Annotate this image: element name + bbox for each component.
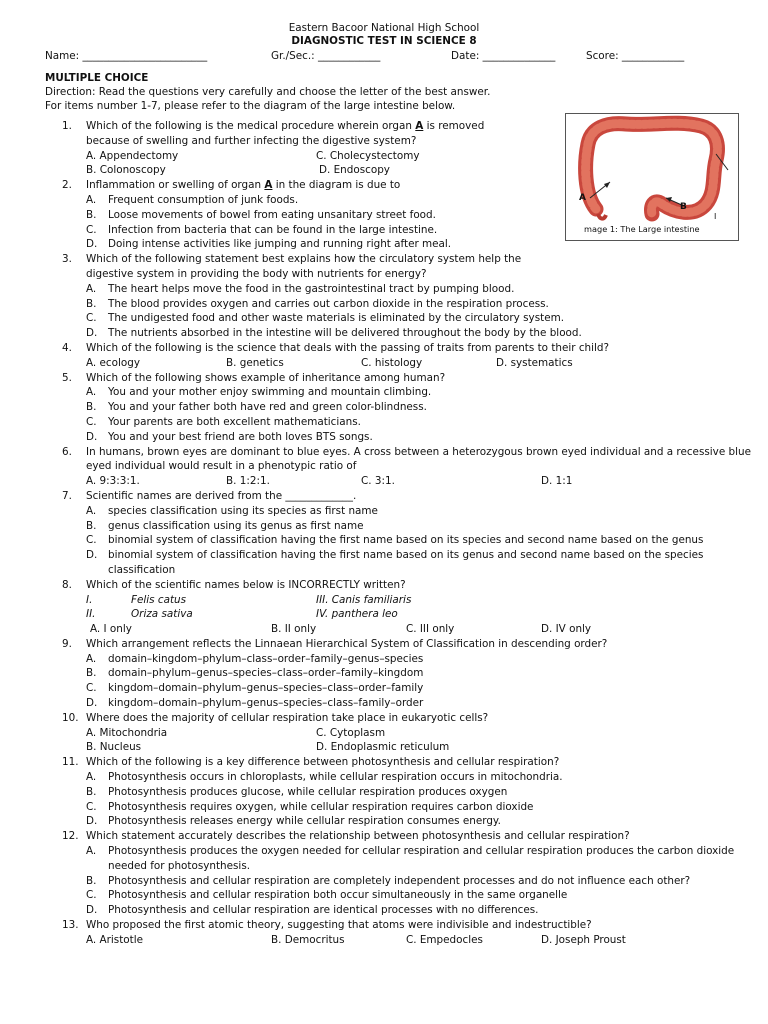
student-info-line xyxy=(45,50,725,64)
question-3-choices xyxy=(62,282,752,341)
choice-a: A. Appendectomy xyxy=(86,149,179,162)
item-name: IV. panthera leo xyxy=(316,608,398,621)
choice-letter: D. xyxy=(86,327,98,340)
choice xyxy=(86,785,752,800)
question-number: 5. xyxy=(62,371,72,384)
test-title: DIAGNOSTIC TEST IN SCIENCE 8 xyxy=(291,35,477,47)
choice xyxy=(86,666,752,681)
choice-c: C. Cytoplasm xyxy=(316,726,386,739)
question-number: 12. xyxy=(62,830,79,843)
choice-letter: A. xyxy=(86,771,97,784)
choice-d: D. IV only xyxy=(541,623,592,636)
question-text xyxy=(86,178,566,193)
section-field: Gr./Sec.: ____________ xyxy=(271,50,381,62)
choice-b: B. Nucleus xyxy=(86,741,142,754)
choice xyxy=(86,800,752,815)
question-text: Where does the majority of cellular respiration take place in eukaryotic cells? xyxy=(86,711,489,724)
choice-b: B. Colonoscopy xyxy=(86,164,166,177)
item-name: Oriza sativa xyxy=(131,608,193,621)
choice-d: D. Endoscopy xyxy=(319,164,390,177)
question-number: 11. xyxy=(62,756,79,769)
choice-text: Photosynthesis and cellular respiration are completely independent processes and do not influence each other? xyxy=(108,874,691,887)
choice xyxy=(86,282,752,297)
question-text: Which of the following is a key difference between photosynthesis and cellular respiration? xyxy=(86,756,560,769)
choice xyxy=(86,888,752,903)
choice xyxy=(86,400,752,415)
choice-text: Your parents are both excellent mathematicians. xyxy=(108,415,361,428)
choice xyxy=(86,504,752,519)
choice-letter: C. xyxy=(86,312,97,325)
choice-text: You and your father both have red and green color-blindness. xyxy=(108,401,427,414)
choice-b: B. genetics xyxy=(226,356,284,369)
choice xyxy=(86,903,752,918)
choice-letter: A. xyxy=(86,504,97,517)
choice-letter: D. xyxy=(86,238,98,251)
item-name: III. Canis familiaris xyxy=(316,593,412,606)
choice-text: binomial system of classification having the first name based on its genus and second name based on the species classification xyxy=(108,549,704,576)
question-text: Which statement accurately describes the relationship between photosynthesis and cellular respiration? xyxy=(86,830,630,843)
choice-letter: B. xyxy=(86,519,97,532)
question-number: 7. xyxy=(62,489,72,502)
choice-text: The undigested food and other waste materials is eliminated by the circulatory system. xyxy=(108,312,565,325)
choice-text: Photosynthesis releases energy while cellular respiration consumes energy. xyxy=(108,815,501,828)
choice xyxy=(86,430,752,445)
choice-text: The heart helps move the food in the gastrointestinal tract by pumping blood. xyxy=(108,282,515,295)
choice-letter: A. xyxy=(86,282,97,295)
question-number: 13. xyxy=(62,919,79,932)
question-9 xyxy=(62,637,752,711)
choice-row xyxy=(86,474,752,489)
choice xyxy=(86,844,752,874)
question-text-part: is removed because of swelling and further infecting the digestive system? xyxy=(86,120,485,147)
direction-line: For items number 1-7, please refer to the diagram of the large intestine below. xyxy=(45,99,456,112)
question-number: 8. xyxy=(62,578,72,591)
question-text: In humans, brown eyes are dominant to blue eyes. A cross between a heterozygous brown eyed individual and a recessive blue eyed individual would result in a phenotypic ratio of xyxy=(86,445,751,473)
choice-text: Frequent consumption of junk foods. xyxy=(108,193,299,206)
choice xyxy=(86,237,566,252)
choice-letter: D. xyxy=(86,904,98,917)
organ-b-label: B xyxy=(680,202,687,212)
organ-reference: A xyxy=(415,120,424,132)
choice-a: A. Aristotle xyxy=(86,933,143,946)
choice-text: Doing intense activities like jumping and running right after meal. xyxy=(108,238,452,251)
question-8 xyxy=(62,578,752,637)
choice-text: You and your best friend are both loves BTS songs. xyxy=(108,430,373,443)
item-roman: II. xyxy=(86,608,96,621)
choice-text: The blood provides oxygen and carries out carbon dioxide in the respiration process. xyxy=(108,297,549,310)
name-field: Name: ________________________ xyxy=(45,50,208,62)
question-10 xyxy=(62,711,752,755)
choice-letter: C. xyxy=(86,682,97,695)
date-field: Date: ______________ xyxy=(451,50,556,62)
choice-letter: C. xyxy=(86,223,97,236)
choice xyxy=(86,208,566,223)
choice-text: genus classification using its genus as first name xyxy=(108,519,364,532)
choice-text: The nutrients absorbed in the intestine will be delivered throughout the body by the blood. xyxy=(108,327,582,340)
question-13 xyxy=(62,918,752,948)
choice xyxy=(86,223,566,238)
organ-a-label: A xyxy=(579,193,586,203)
question-2 xyxy=(62,178,566,252)
figure-mark: I xyxy=(714,212,717,221)
choice-letter: B. xyxy=(86,401,97,414)
choice xyxy=(86,533,752,548)
choice-letter: A. xyxy=(86,845,97,858)
figure-caption: mage 1: The Large intestine xyxy=(584,224,700,234)
item-roman: I. xyxy=(86,593,93,606)
question-list xyxy=(62,119,752,948)
choice-b: B. Democritus xyxy=(271,933,345,946)
choice-d: D. Endoplasmic reticulum xyxy=(316,741,450,754)
choice-letter: A. xyxy=(86,193,97,206)
item-name: Felis catus xyxy=(131,593,187,606)
choice xyxy=(86,385,752,400)
choice-text: kingdom–domain–phylum–genus–species–class–family–order xyxy=(108,697,424,710)
question-number: 6. xyxy=(62,445,72,458)
choice-text: Photosynthesis produces glucose, while cellular respiration produces oxygen xyxy=(108,785,508,798)
choice-a: A. ecology xyxy=(86,356,140,369)
choice-row xyxy=(86,726,752,741)
organ-reference: A xyxy=(264,179,273,192)
choice-text: Infection from bacteria that can be found in the large intestine. xyxy=(108,223,438,236)
choice-text: Loose movements of bowel from eating unsanitary street food. xyxy=(108,208,436,221)
choice xyxy=(86,519,752,534)
choice xyxy=(86,681,752,696)
choice-c: C. Empedocles xyxy=(406,933,483,946)
choice xyxy=(86,814,752,829)
choice xyxy=(86,696,752,711)
question-number: 10. xyxy=(62,711,79,724)
choice xyxy=(86,652,752,667)
choice-letter: B. xyxy=(86,785,97,798)
choice-text: Photosynthesis produces the oxygen needed for cellular respiration and cellular respiration produces the carbon dioxide needed for photosynthesis. xyxy=(108,845,735,872)
choice-a: A. Mitochondria xyxy=(86,726,168,739)
question-text: Scientific names are derived from the _____________. xyxy=(86,489,357,502)
choice-c: C. histology xyxy=(361,356,423,369)
choice-letter: A. xyxy=(86,386,97,399)
choice xyxy=(86,548,752,578)
name-row xyxy=(86,593,752,608)
question-text: Which of the following statement best explains how the circulatory system help the digestive system in providing the body with nutrients for energy? xyxy=(86,253,522,280)
choice-text: Photosynthesis and cellular respiration both occur simultaneously in the same organelle xyxy=(108,889,568,902)
directions xyxy=(45,86,490,113)
question-number: 1. xyxy=(62,120,72,132)
question-3 xyxy=(62,252,546,282)
choice-b: B. 1:2:1. xyxy=(226,475,270,488)
choice-row xyxy=(86,163,486,178)
choice-b: B. II only xyxy=(271,623,317,636)
choice-c: C. Cholecystectomy xyxy=(316,149,420,162)
choice-a: A. I only xyxy=(90,623,132,636)
question-text: Which of the following shows example of inheritance among human? xyxy=(86,371,446,384)
choice-row xyxy=(86,149,486,164)
choice-row xyxy=(86,622,752,637)
choice-letter: B. xyxy=(86,667,97,680)
choice-text: kingdom–domain–phylum–genus–species–class–order–family xyxy=(108,682,424,695)
choice-d: D. systematics xyxy=(496,356,573,369)
choice-text: Photosynthesis and cellular respiration are identical processes with no differences. xyxy=(108,904,539,917)
score-field: Score: ____________ xyxy=(586,50,685,62)
choice-row xyxy=(86,933,752,948)
choice-text: domain–phylum–genus–species–class–order–family–kingdom xyxy=(108,667,424,680)
question-4 xyxy=(62,341,752,371)
question-number: 4. xyxy=(62,341,72,354)
choice-text: Photosynthesis requires oxygen, while cellular respiration requires carbon dioxide xyxy=(108,800,534,813)
question-number: 3. xyxy=(62,253,72,266)
choice-letter: D. xyxy=(86,815,98,828)
question-text: Which of the following is the science that deals with the passing of traits from parents to their child? xyxy=(86,341,610,354)
choice-text: domain–kingdom–phylum–class–order–family–genus–species xyxy=(108,652,424,665)
question-text: Which of the scientific names below is INCORRECTLY written? xyxy=(86,578,406,591)
section-title: MULTIPLE CHOICE xyxy=(45,72,149,84)
choice-letter: D. xyxy=(86,549,98,562)
choice xyxy=(86,415,752,430)
choice-letter: B. xyxy=(86,874,97,887)
choice-letter: C. xyxy=(86,889,97,902)
question-text-part: Inflammation or swelling of organ xyxy=(86,179,265,192)
question-6 xyxy=(62,445,752,489)
choice-letter: B. xyxy=(86,208,97,221)
choice-d: D. Joseph Proust xyxy=(541,933,626,946)
choice-c: C. III only xyxy=(406,623,455,636)
question-text-part: in the diagram is due to xyxy=(272,179,401,192)
question-12 xyxy=(62,829,752,918)
name-row xyxy=(86,607,752,622)
question-7 xyxy=(62,489,752,578)
direction-line: Direction: Read the questions very carefully and choose the letter of the best answer. xyxy=(45,86,491,98)
choice-a: A. 9:3:3:1. xyxy=(86,475,140,488)
question-number: 2. xyxy=(62,179,72,192)
choice xyxy=(86,311,752,326)
choice-text: species classification using its species as first name xyxy=(108,504,378,517)
choice-text: binomial system of classification having the first name based on its species and second name based on the genus xyxy=(108,534,704,547)
school-name: Eastern Bacoor National High School xyxy=(288,22,480,34)
choice-letter: C. xyxy=(86,534,97,547)
choice xyxy=(86,326,752,341)
choice-c: C. 3:1. xyxy=(361,475,395,488)
choice-text: Photosynthesis occurs in chloroplasts, while cellular respiration occurs in mitochondria. xyxy=(108,771,563,784)
question-text xyxy=(86,119,486,149)
choice-d: D. 1:1 xyxy=(541,475,573,488)
choice xyxy=(86,770,752,785)
choice xyxy=(86,874,752,889)
question-text: Which arrangement reflects the Linnaean Hierarchical System of Classification in descending order? xyxy=(86,637,608,650)
question-number: 9. xyxy=(62,637,72,650)
choice-letter: B. xyxy=(86,297,97,310)
choice-letter: D. xyxy=(86,697,98,710)
question-1 xyxy=(62,119,486,178)
choice xyxy=(86,193,566,208)
choice-letter: A. xyxy=(86,652,97,665)
choice-row xyxy=(86,740,752,755)
choice-letter: C. xyxy=(86,415,97,428)
question-text-part: Which of the following is the medical procedure wherein organ xyxy=(86,120,416,132)
choice xyxy=(86,297,752,312)
choice-text: You and your mother enjoy swimming and mountain climbing. xyxy=(108,386,432,399)
question-11 xyxy=(62,755,752,829)
choice-letter: C. xyxy=(86,800,97,813)
question-text: Who proposed the first atomic theory, suggesting that atoms were indivisible and indestructible? xyxy=(86,919,592,932)
choice-letter: D. xyxy=(86,430,98,443)
question-5 xyxy=(62,371,752,445)
choice-row xyxy=(86,356,752,371)
